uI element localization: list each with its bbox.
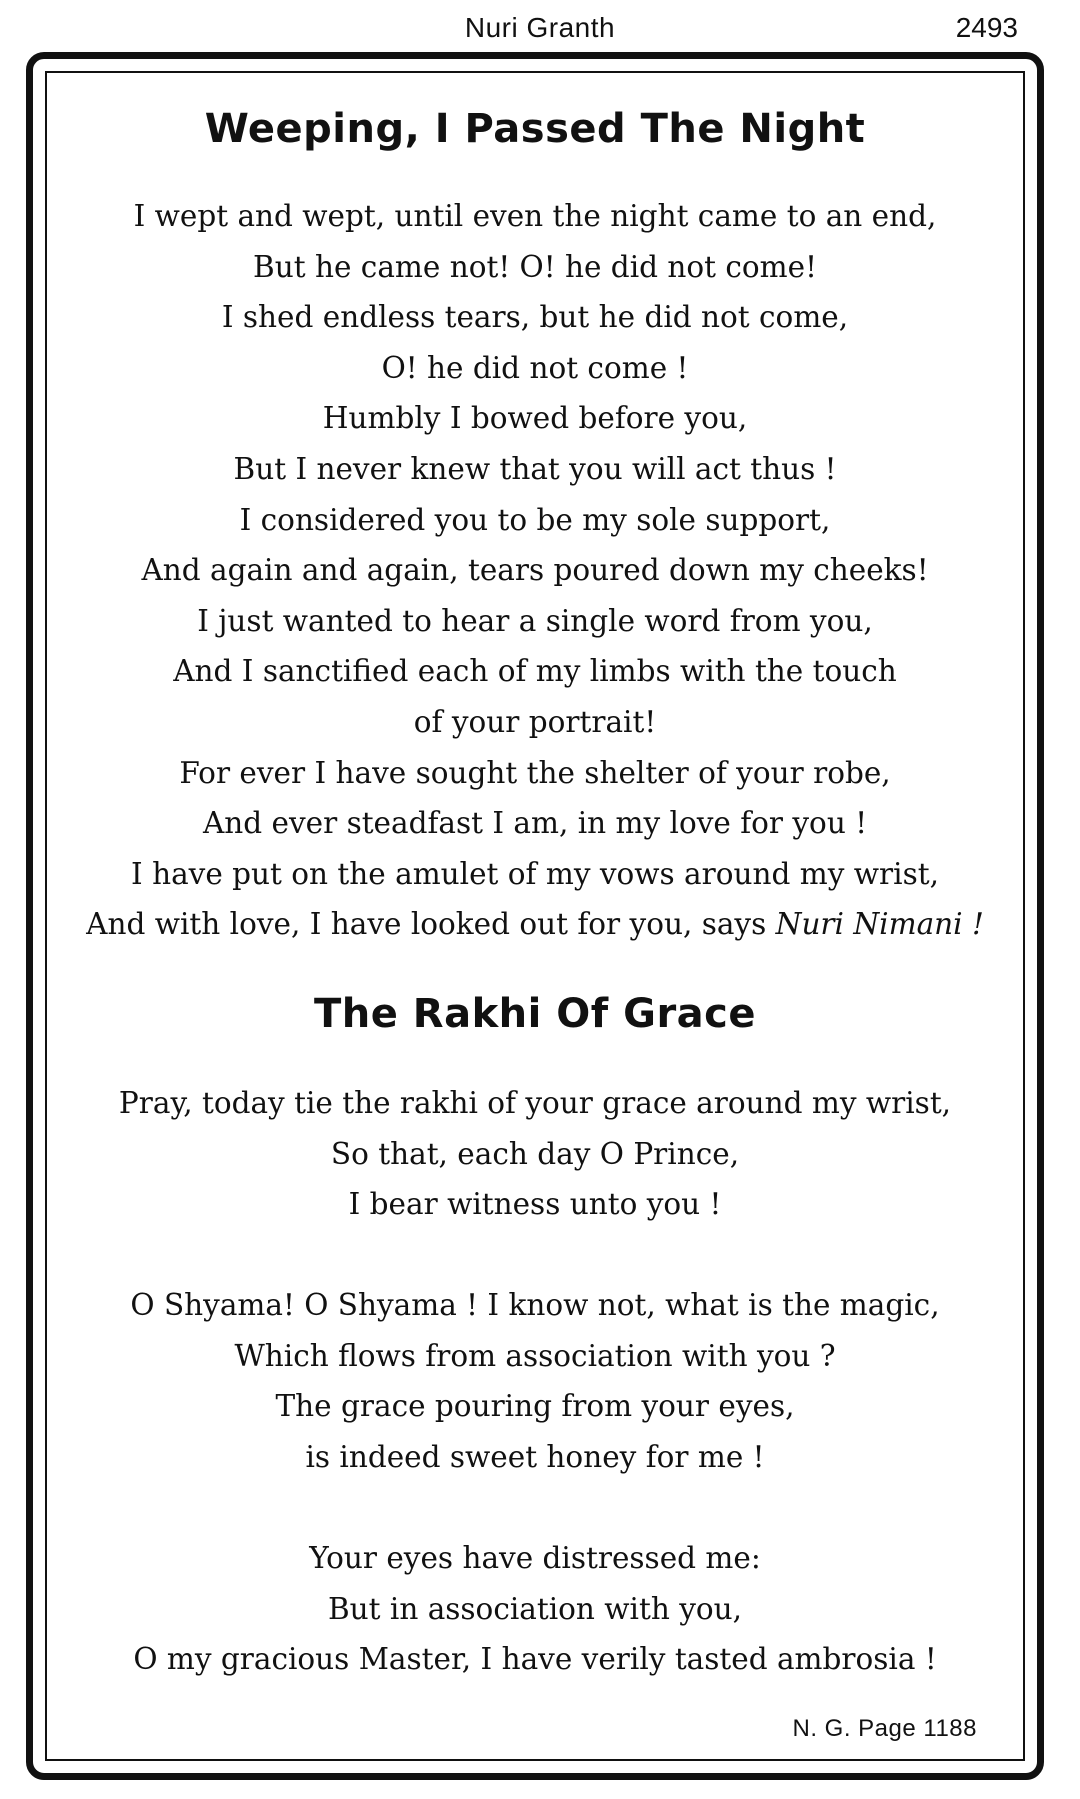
page-number: 2493 xyxy=(955,12,1018,43)
poem-line: Your eyes have distressed me: xyxy=(309,1541,761,1576)
poem-line: I bear witness unto you ! xyxy=(348,1187,722,1222)
poem-line: But in association with you, xyxy=(327,1591,743,1626)
page-reference: N. G. Page 1188 xyxy=(792,1715,977,1742)
poem-line: I have put on the amulet of my vows around my wrist, xyxy=(131,856,939,891)
poem-line: Humbly I bowed before you, xyxy=(322,401,748,436)
poem-line: But he came not! O! he did not come! xyxy=(253,249,817,284)
poem-line: But I never knew that you will act thus ! xyxy=(233,451,837,486)
poem-line: Pray, today tie the rakhi of your grace around my wrist, xyxy=(118,1085,952,1120)
author-name: Nuri Nimani ! xyxy=(775,907,984,942)
poem-line: The grace pouring from your eyes, xyxy=(275,1389,795,1424)
stanza-gap xyxy=(47,1230,1023,1281)
poem-title-weeping: Weeping, I Passed The Night xyxy=(204,106,866,152)
poem-line: I just wanted to hear a single word from you, xyxy=(197,603,873,638)
page-border xyxy=(26,52,1044,1780)
poem-line: And again and again, tears poured down my cheeks! xyxy=(141,553,929,588)
poem-line: I shed endless tears, but he did not come, xyxy=(221,300,849,335)
last-line-text: And with love, I have looked out for you, says xyxy=(86,907,776,942)
stanza-gap xyxy=(47,1483,1023,1534)
poem-line: So that, each day O Prince, xyxy=(330,1136,740,1171)
poem-weeping xyxy=(47,191,1023,950)
poem-line: And I sanctified each of my limbs with the touch xyxy=(173,654,897,689)
poem-line: And ever steadfast I am, in my love for you ! xyxy=(202,806,868,841)
poem-rakhi xyxy=(47,1078,1023,1685)
poem-line: Which flows from association with you ? xyxy=(234,1338,836,1373)
poem-line: of your portrait! xyxy=(413,704,657,739)
poem-line: I wept and wept, until even the night came to an end, xyxy=(133,199,937,233)
poem-line: is indeed sweet honey for me ! xyxy=(305,1440,765,1475)
poem-line: For ever I have sought the shelter of your robe, xyxy=(179,755,891,790)
page-header xyxy=(0,0,1080,52)
page-content xyxy=(47,103,1023,1685)
poem-line: I considered you to be my sole support, xyxy=(239,502,831,537)
poem-line: O Shyama! O Shyama ! I know not, what is the magic, xyxy=(130,1288,940,1323)
poem-line-last xyxy=(47,899,1023,950)
book-title: Nuri Granth xyxy=(464,12,616,43)
inner-border xyxy=(45,71,1025,1761)
poem-title-rakhi: The Rakhi Of Grace xyxy=(313,990,757,1037)
poem-line: O! he did not come ! xyxy=(381,350,689,385)
poem-line: O my gracious Master, I have verily tasted ambrosia ! xyxy=(133,1642,937,1677)
